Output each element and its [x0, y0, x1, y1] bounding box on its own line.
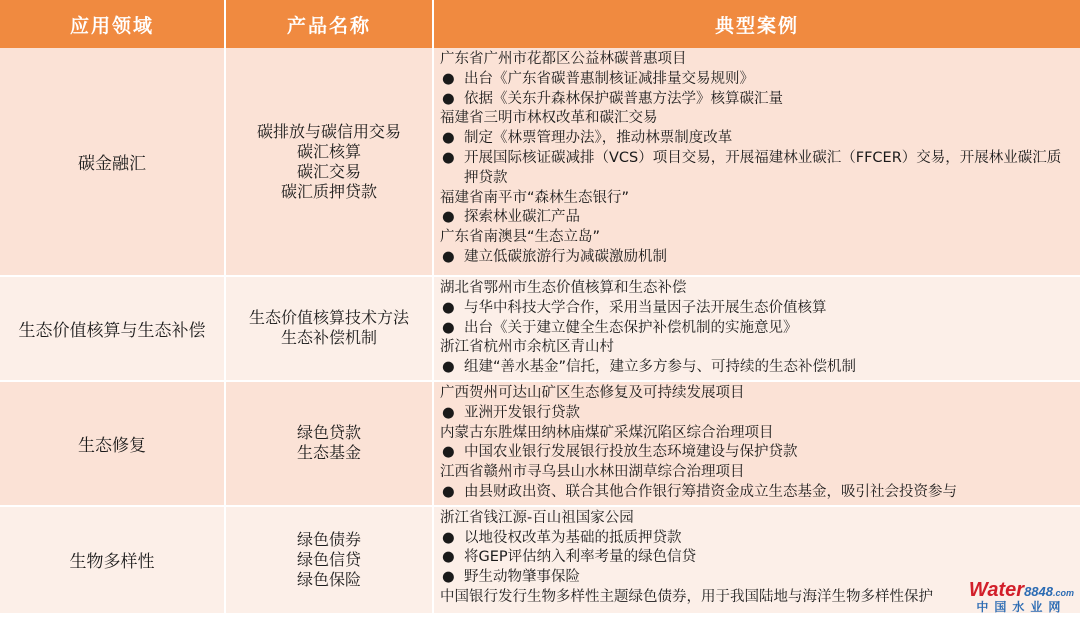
product-item: 绿色债券 [296, 529, 361, 549]
case-title: 浙江省钱江源-百山祖国家公园 [440, 509, 634, 526]
header-cases: 典型案例 [433, 0, 1080, 48]
case-bullet [440, 548, 1074, 568]
product-item: 绿色信贷 [296, 549, 361, 569]
watermark-logo [969, 580, 1074, 613]
product-item: 碳汇交易 [296, 161, 361, 181]
bullet-text: 与华中科技大学合作，采用当量因子法开展生态价值核算 [464, 299, 827, 316]
case-bullet [440, 443, 1074, 463]
case-title: 福建省三明市林权改革和碳汇交易 [440, 110, 658, 127]
watermark-domain: .com [1052, 588, 1074, 598]
bullet-dot-icon: ● [442, 359, 455, 376]
bullet-dot-icon: ● [442, 149, 455, 166]
header-products: 产品名称 [225, 0, 433, 48]
table-body [0, 48, 1080, 614]
case-title: 广西贺州可达山矿区生态修复及可持续发展项目 [440, 384, 745, 401]
bullet-text: 由县财政出资、联合其他合作银行筹措资金成立生态基金，吸引社会投资参与 [464, 483, 957, 500]
watermark-brand: Water [968, 579, 1025, 601]
table-row [0, 48, 1080, 276]
case-bullet [440, 208, 1074, 228]
bullet-text: 中国农业银行发展银行投放生态环境建设与保护贷款 [464, 444, 798, 461]
case-title: 湖北省鄂州市生态价值核算和生态补偿 [440, 280, 687, 296]
case-bullet [440, 483, 1074, 503]
product-item: 生态补偿机制 [280, 328, 377, 348]
case-title: 福建省南平市“森林生态银行” [440, 189, 630, 206]
bullet-text: 出台《关于建立健全生态保护补偿机制的实施意见》 [464, 319, 798, 336]
case-title: 广东省广州市花都区公益林碳普惠项目 [440, 51, 687, 67]
bullet-text: 开展国际核证碳减排（VCS）项目交易，开展福建林业碳汇（FFCER）交易，开展林业碳汇质押贷款 [464, 149, 1062, 186]
bullet-dot-icon: ● [442, 248, 455, 265]
header-domain: 应用领域 [0, 0, 225, 48]
table-row [0, 506, 1080, 614]
bullet-text: 出台《广东省碳普惠制核证减排量交易规则》 [464, 70, 754, 87]
case-bullet [440, 529, 1074, 549]
case-bullet [440, 299, 1074, 319]
watermark-subtitle: 中国水业网 [976, 600, 1067, 614]
bullet-text: 依据《关东升森林保护碳普惠方法学》核算碳汇量 [464, 90, 783, 107]
case-title: 浙江省杭州市余杭区青山村 [440, 339, 614, 356]
bullet-dot-icon: ● [442, 299, 455, 316]
bullet-dot-icon: ● [442, 130, 455, 147]
case-bullet [440, 149, 1074, 189]
case-bullet [440, 404, 1074, 424]
bullet-dot-icon: ● [442, 319, 455, 336]
product-item: 生态基金 [296, 443, 361, 463]
bullet-dot-icon: ● [442, 70, 455, 87]
bullet-dot-icon: ● [442, 549, 455, 566]
bullet-text: 将GEP评估纳入利率考量的绿色信贷 [464, 549, 697, 566]
bullet-dot-icon: ● [442, 569, 455, 586]
bullet-dot-icon: ● [442, 444, 455, 461]
case-bullet [440, 248, 1074, 268]
bullet-text: 野生动物肇事保险 [464, 569, 580, 586]
product-item: 绿色贷款 [296, 423, 361, 443]
product-item: 碳汇核算 [296, 141, 361, 161]
product-item: 碳汇质押贷款 [280, 181, 377, 201]
bullet-dot-icon: ● [442, 483, 455, 500]
bullet-text: 以地役权改革为基础的抵质押贷款 [464, 529, 682, 546]
products-cell [225, 506, 433, 614]
products-cell [225, 48, 433, 276]
table-row [0, 276, 1080, 381]
bullet-text: 建立低碳旅游行为减碳激励机制 [464, 248, 667, 265]
header-row [0, 0, 1080, 48]
bullet-text: 组建“善水基金”信托，建立多方参与、可持续的生态补偿机制 [464, 359, 857, 376]
product-item: 绿色保险 [296, 569, 361, 589]
case-bullet [440, 358, 1074, 378]
product-item: 碳排放与碳信用交易 [256, 121, 401, 141]
domain-cell: 生物多样性 [0, 506, 225, 614]
watermark-number: 8848 [1024, 584, 1053, 599]
products-cell [225, 381, 433, 506]
cases-cell [433, 381, 1080, 506]
bullet-dot-icon: ● [442, 529, 455, 546]
domain-cell: 生态价值核算与生态补偿 [0, 276, 225, 381]
case-bullet [440, 90, 1074, 110]
products-cell [225, 276, 433, 381]
bullet-text: 探索林业碳汇产品 [464, 209, 580, 226]
table-row [0, 381, 1080, 506]
cases-cell [433, 276, 1080, 381]
cases-cell [433, 48, 1080, 276]
case-bullet [440, 319, 1074, 339]
case-title: 江西省赣州市寻乌县山水林田湖草综合治理项目 [440, 464, 745, 481]
case-bullet [440, 129, 1074, 149]
bullet-text: 亚洲开发银行贷款 [464, 404, 580, 421]
case-title: 广东省南澳县“生态立岛” [440, 229, 601, 246]
domain-cell: 生态修复 [0, 381, 225, 506]
bullet-dot-icon: ● [442, 404, 455, 421]
case-title: 内蒙古东胜煤田纳林庙煤矿采煤沉陷区综合治理项目 [440, 424, 774, 441]
bullet-text: 制定《林票管理办法》，推动林票制度改革 [464, 130, 733, 147]
case-title: 中国银行发行生物多样性主题绿色债券，用于我国陆地与海洋生物多样性保护 [440, 588, 933, 605]
bullet-dot-icon: ● [442, 209, 455, 226]
domain-cell: 碳金融汇 [0, 48, 225, 276]
product-item: 生态价值核算技术方法 [248, 308, 409, 328]
bullet-dot-icon: ● [442, 90, 455, 107]
case-bullet [440, 70, 1074, 90]
